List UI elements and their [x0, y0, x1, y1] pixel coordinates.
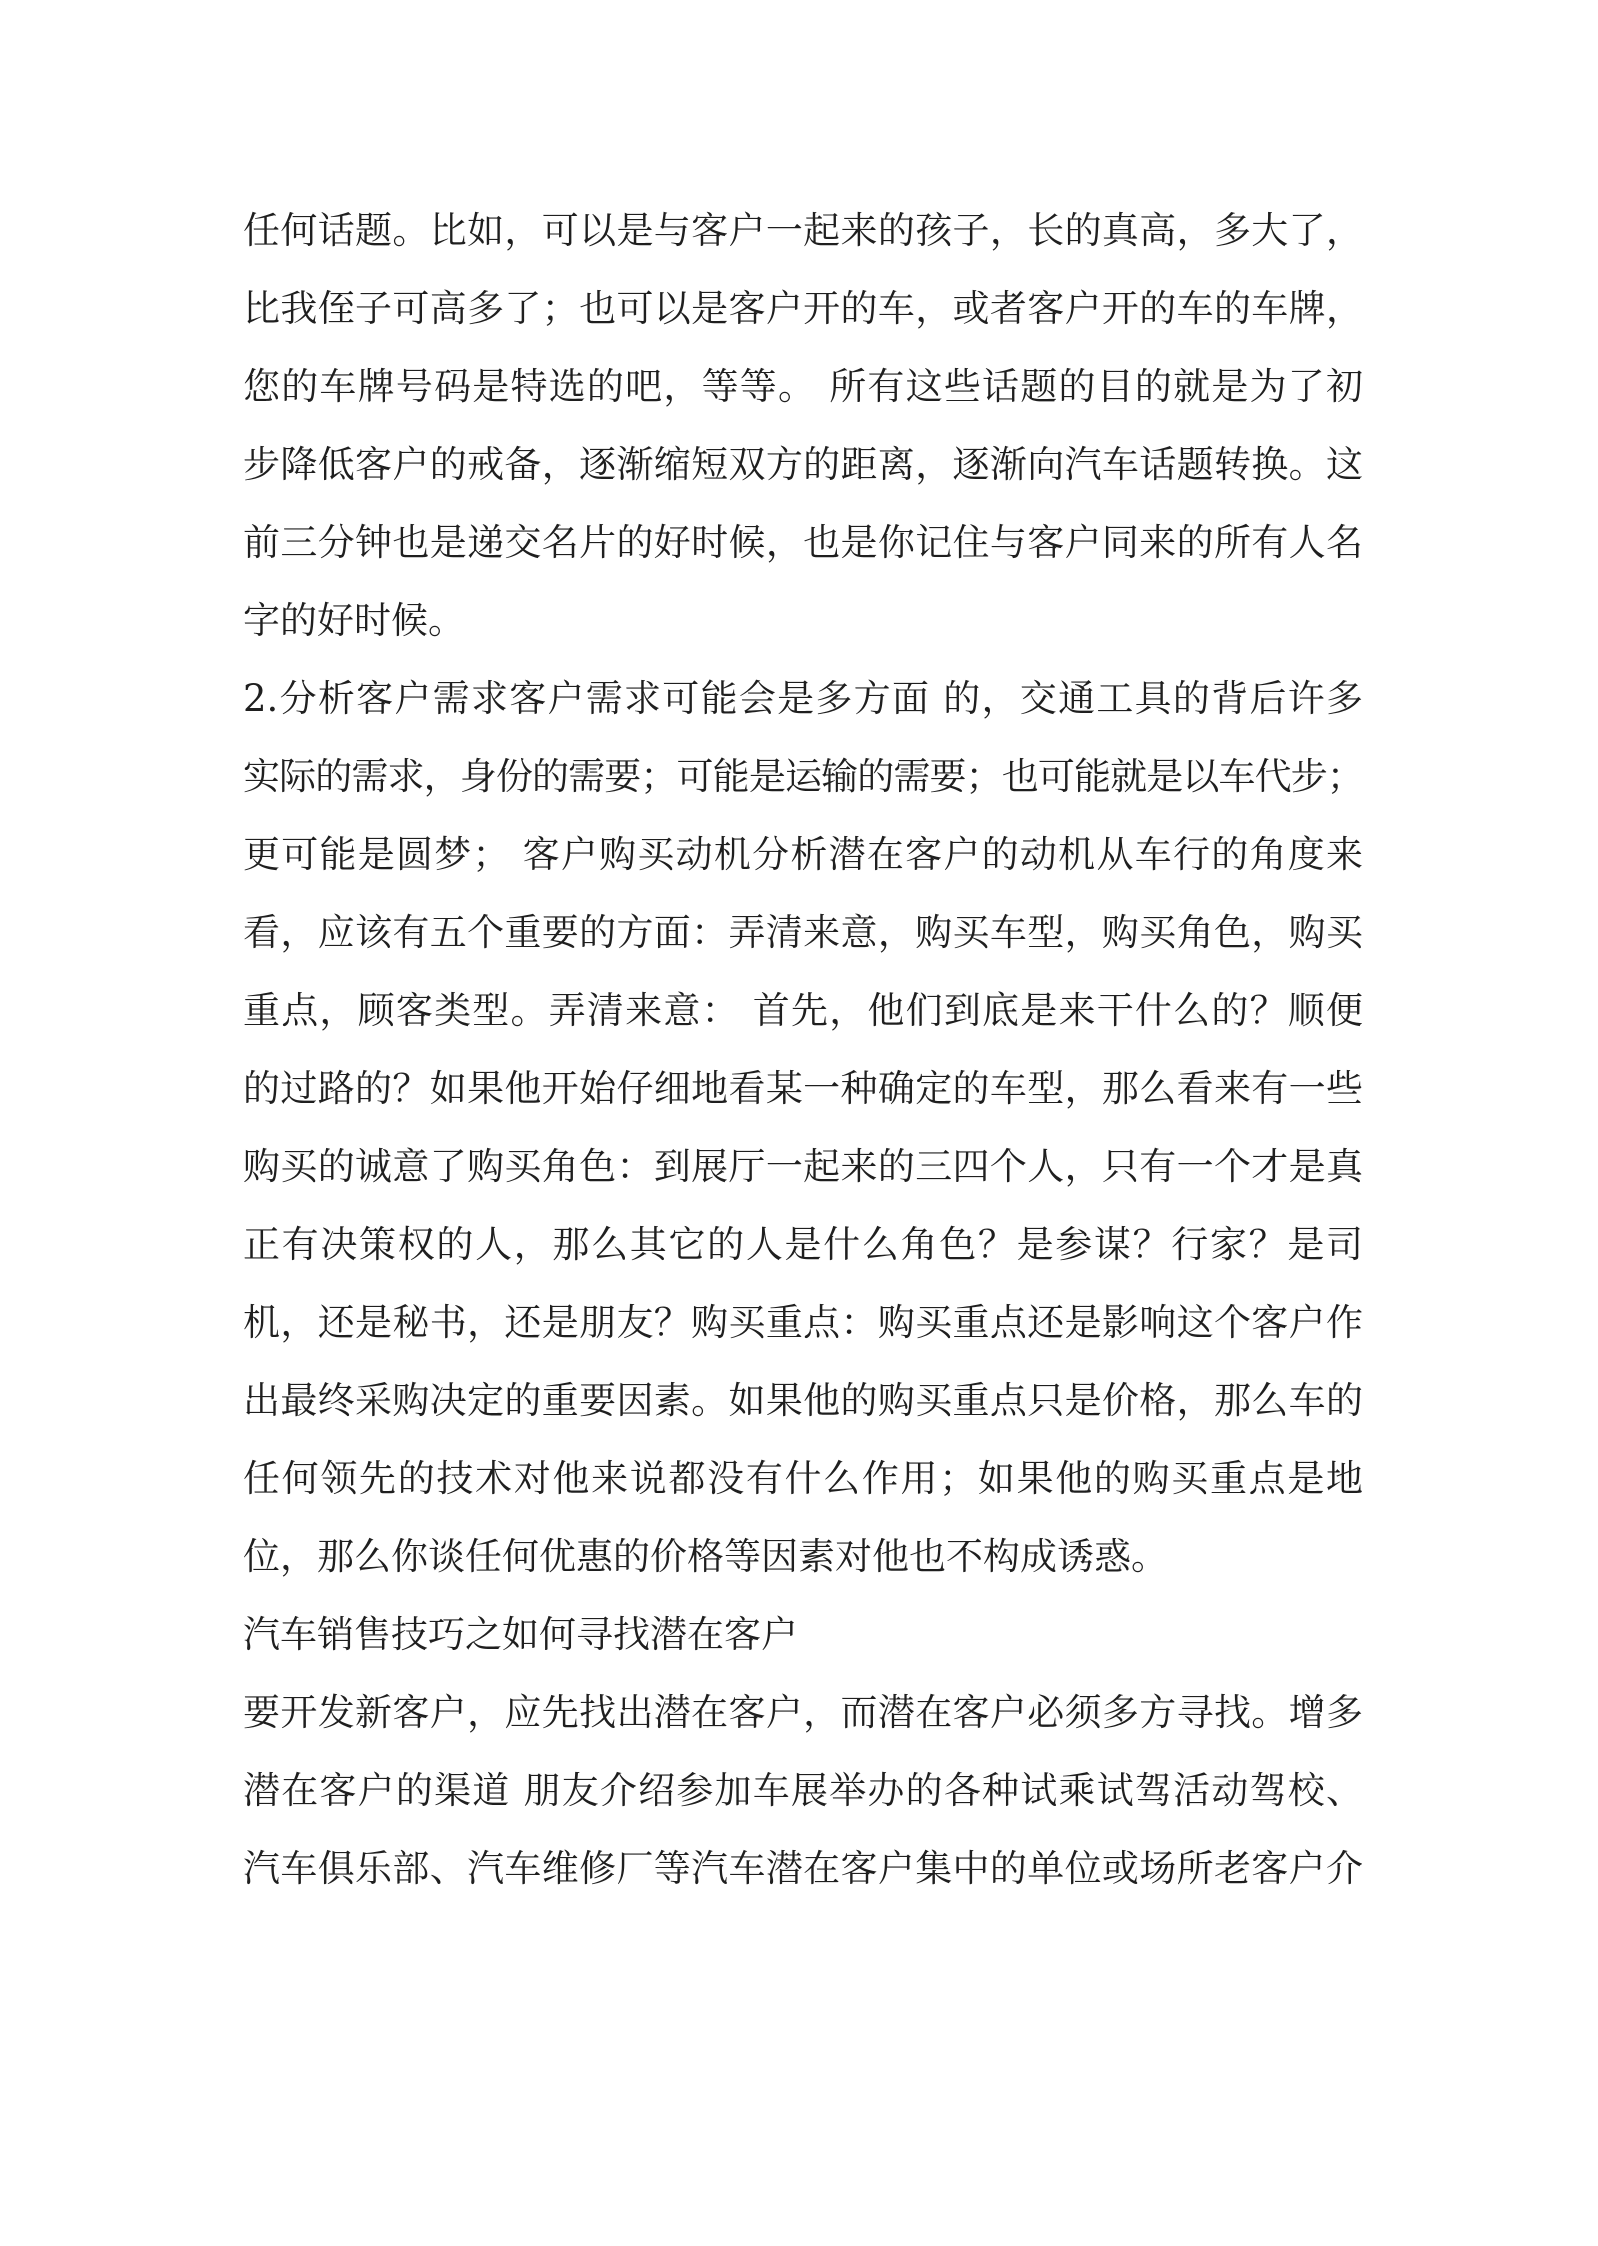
text-line: 看，应该有五个重要的方面：弄清来意，购买车型，购买角色，购买: [243, 911, 1363, 954]
text-line: 重点，顾客类型。弄清来意： 首先，他们到底是来干什么的？顺便: [243, 989, 1363, 1032]
text-line: 要开发新客户，应先找出潜在客户，而潜在客户必须多方寻找。增多: [243, 1691, 1363, 1734]
document-page: [243, 192, 1363, 1908]
text-line: 更可能是圆梦； 客户购买动机分析潜在客户的动机从车行的角度来: [243, 833, 1363, 876]
text-line: 的过路的？如果他开始仔细地看某一种确定的车型，那么看来有一些: [243, 1067, 1363, 1110]
text-line: 步降低客户的戒备，逐渐缩短双方的距离，逐渐向汽车话题转换。这: [243, 443, 1363, 486]
text-line: 出最终采购决定的重要因素。如果他的购买重点只是价格，那么车的: [243, 1379, 1363, 1422]
section-heading-line: 2.分析客户需求客户需求可能会是多方面 的，交通工具的背后许多: [243, 677, 1363, 720]
text-line: 比我侄子可高多了；也可以是客户开的车，或者客户开的车的车牌，: [243, 287, 1363, 330]
text-line: 任何话题。比如，可以是与客户一起来的孩子，长的真高，多大了，: [243, 209, 1363, 252]
text-line: 前三分钟也是递交名片的好时候，也是你记住与客户同来的所有人名: [243, 521, 1363, 564]
section-title: 汽车销售技巧之如何寻找潜在客户: [243, 1613, 798, 1656]
text-line: 正有决策权的人，那么其它的人是什么角色？是参谋？行家？是司: [243, 1223, 1363, 1266]
text-line: 您的车牌号码是特选的吧，等等。 所有这些话题的目的就是为了初: [243, 365, 1363, 408]
text-line: 购买的诚意了购买角色：到展厅一起来的三四个人，只有一个才是真: [243, 1145, 1363, 1188]
text-line: 字的好时候。: [243, 599, 465, 642]
text-line: 任何领先的技术对他来说都没有什么作用；如果他的购买重点是地: [243, 1457, 1363, 1500]
text-line: 位，那么你谈任何优惠的价格等因素对他也不构成诱惑。: [243, 1535, 1168, 1578]
text-line: 汽车俱乐部、汽车维修厂等汽车潜在客户集中的单位或场所老客户介: [243, 1847, 1363, 1890]
text-line: 潜在客户的渠道 朋友介绍参加车展举办的各种试乘试驾活动驾校、: [243, 1769, 1363, 1812]
text-line: 实际的需求，身份的需要；可能是运输的需要；也可能就是以车代步；: [243, 755, 1363, 798]
text-line: 机，还是秘书，还是朋友？购买重点：购买重点还是影响这个客户作: [243, 1301, 1363, 1344]
